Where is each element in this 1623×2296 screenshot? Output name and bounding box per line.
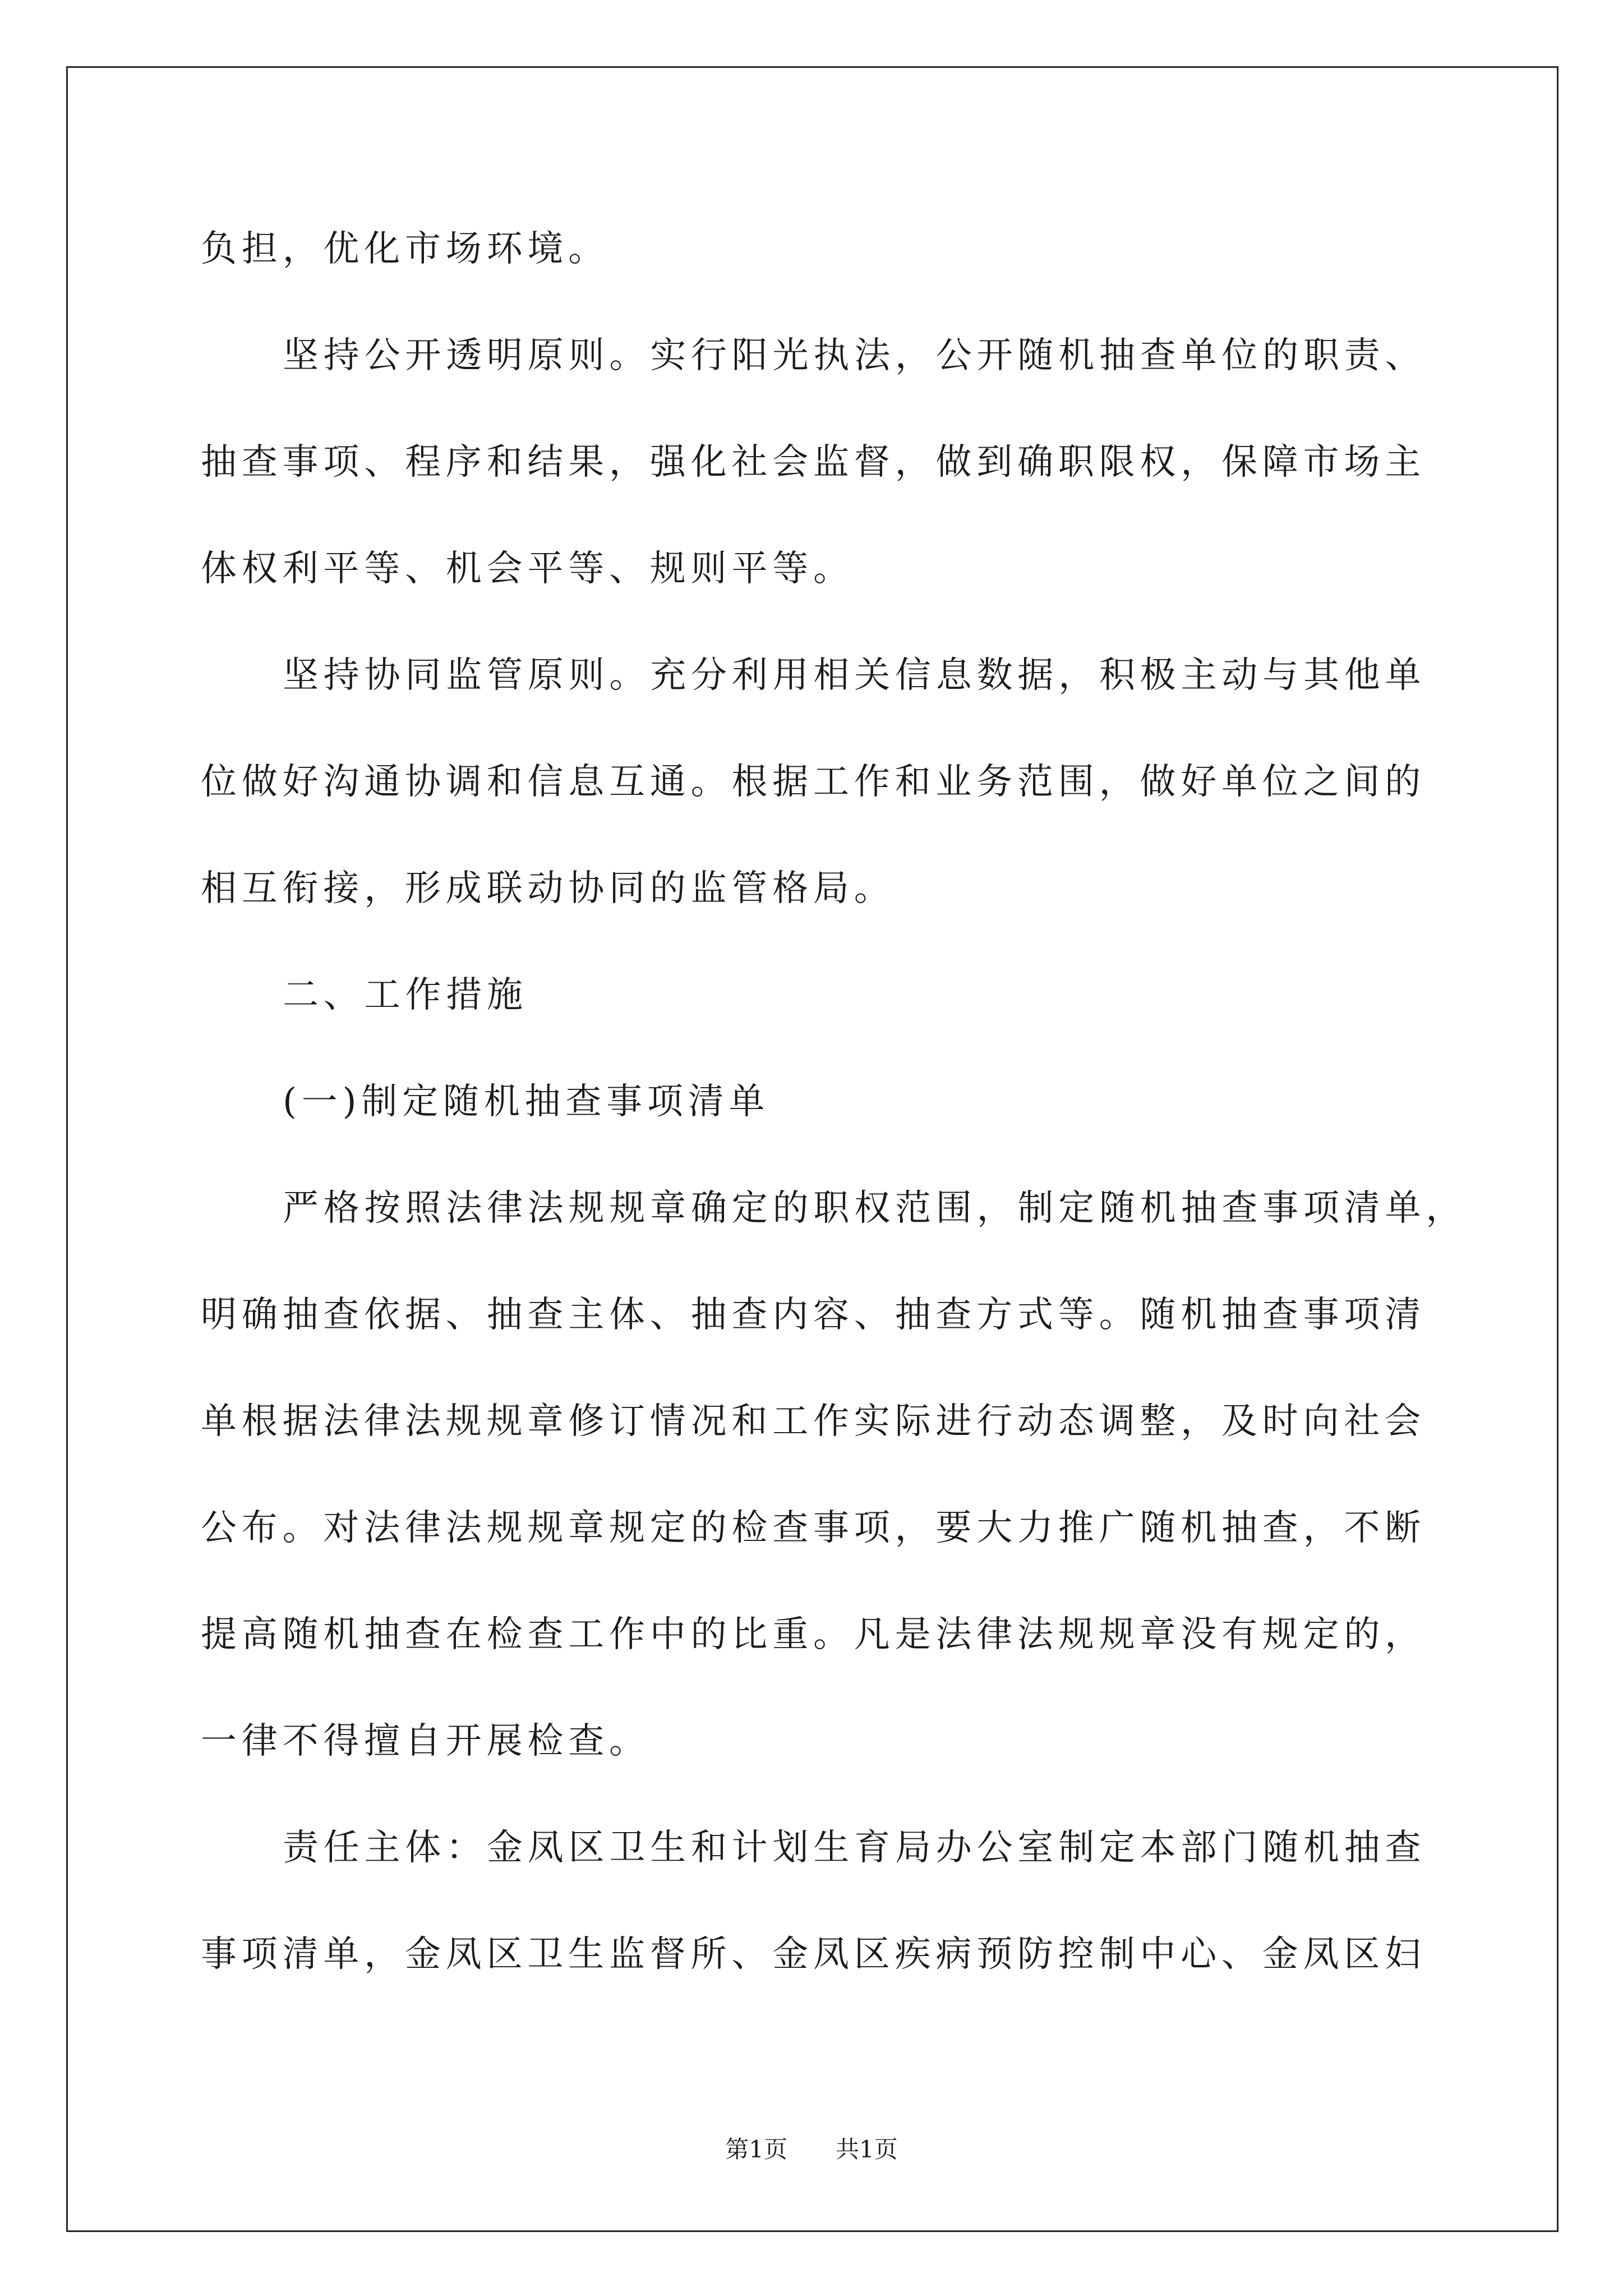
text-line: 坚持公开透明原则。实行阳光执法，公开随机抽查单位的职责、 [283, 335, 1426, 376]
paragraph [201, 302, 1536, 622]
text-line: 位做好沟通协调和信息互通。根据工作和业务范围，做好单位之间的 [201, 761, 1426, 803]
text-line: 明确抽查依据、抽查主体、抽查内容、抽查方式等。随机抽查事项清 [201, 1294, 1426, 1336]
text-line: 事项清单，金凤区卫生监督所、金凤区疾病预防控制中心、金凤区妇 [201, 1934, 1426, 1975]
paragraph [201, 196, 1536, 302]
paragraph [201, 1155, 1536, 1795]
paragraph [201, 1795, 1536, 2008]
text-line: 相互衔接，形成联动协同的监管格局。 [201, 868, 895, 909]
text-line: 负担，优化市场环境。 [201, 228, 609, 270]
text-line: 体权利平等、机会平等、规则平等。 [201, 548, 854, 590]
section-heading: 二、工作措施 [283, 974, 528, 1016]
text-line: 严格按照法律法规规章确定的职权范围，制定随机抽查事项清单， [283, 1188, 1467, 1229]
text-line: 抽查事项、程序和结果，强化社会监督，做到确职限权，保障市场主 [201, 441, 1426, 483]
document-body [201, 196, 1536, 2008]
total-pages-label: 共1页 [836, 2136, 898, 2163]
text-line: 责任主体：金凤区卫生和计划生育局办公室制定本部门随机抽查 [283, 1827, 1426, 1869]
current-page-label: 第1页 [725, 2136, 787, 2163]
page-footer [0, 2133, 1623, 2166]
text-line: 单根据法律法规规章修订情况和工作实际进行动态调整，及时向社会 [201, 1401, 1426, 1442]
paragraph [201, 622, 1536, 942]
text-line: 提高随机抽查在检查工作中的比重。凡是法律法规规章没有规定的， [201, 1614, 1426, 1655]
text-line: 一律不得擅自开展检查。 [201, 1720, 650, 1762]
text-line: 坚持协同监管原则。充分利用相关信息数据，积极主动与其他单 [283, 655, 1426, 696]
text-line: 公布。对法律法规规章规定的检查事项，要大力推广随机抽查，不断 [201, 1507, 1426, 1549]
subsection-heading: (一)制定随机抽查事项清单 [283, 1081, 770, 1122]
